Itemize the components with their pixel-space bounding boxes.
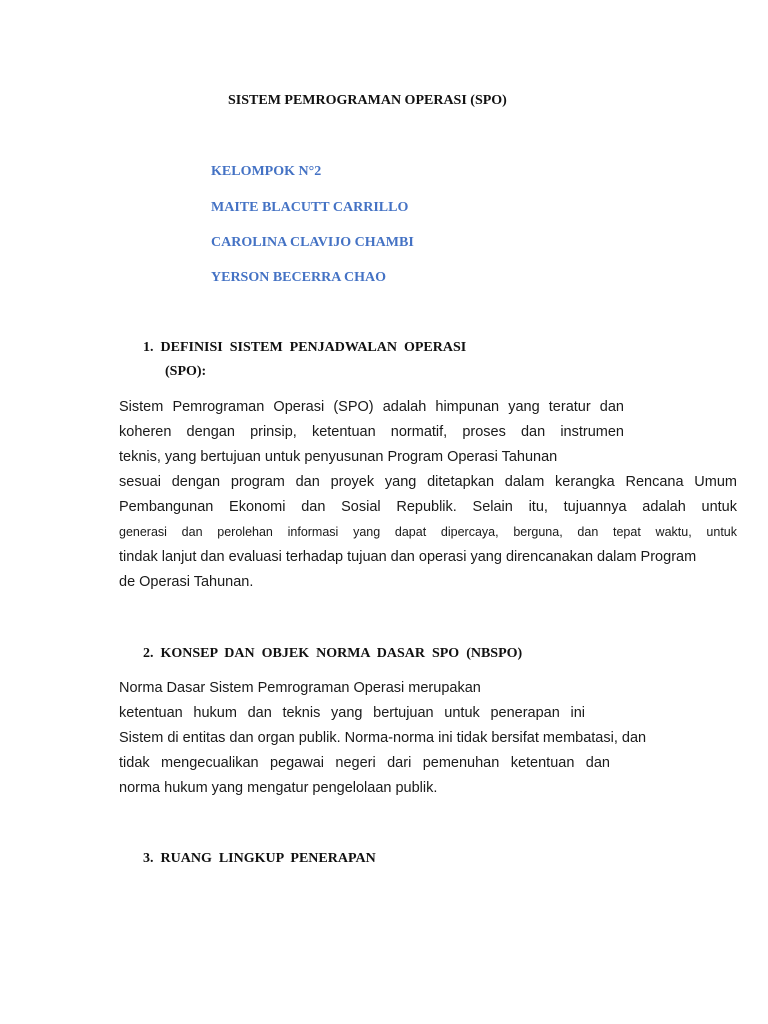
paragraph-line: tindak lanjut dan evaluasi terhadap tujuan dan operasi yang direncanakan dalam Program	[119, 549, 697, 565]
paragraph-line: norma hukum yang mengatur pengelolaan publik.	[119, 780, 438, 796]
paragraph-line: generasi dan perolehan informasi yang dapat dipercaya, berguna, dan tepat waktu, untuk	[119, 525, 737, 539]
paragraph-line: Sistem Pemrograman Operasi (SPO) adalah himpunan yang teratur dan	[119, 399, 624, 415]
member-name: MAITE BLACUTT CARRILLO	[211, 200, 409, 215]
section-heading: 2. KONSEP DAN OBJEK NORMA DASAR SPO (NBSPO)	[143, 646, 523, 661]
paragraph-line: koheren dengan prinsip, ketentuan normatif, proses dan instrumen	[119, 424, 624, 440]
paragraph-line: Norma Dasar Sistem Pemrograman Operasi merupakan	[119, 680, 481, 696]
group-label: KELOMPOK N°2	[211, 164, 322, 179]
section-heading: 1. DEFINISI SISTEM PENJADWALAN OPERASI	[143, 340, 467, 355]
paragraph-line: sesuai dengan program dan proyek yang ditetapkan dalam kerangka Rencana Umum	[119, 474, 737, 490]
paragraph-line: de Operasi Tahunan.	[119, 574, 254, 590]
paragraph-line: Pembangunan Ekonomi dan Sosial Republik. Selain itu, tujuannya adalah untuk	[119, 499, 737, 515]
member-name: YERSON BECERRA CHAO	[211, 270, 387, 285]
paragraph-line: Sistem di entitas dan organ publik. Norma-norma ini tidak bersifat membatasi, dan	[119, 730, 647, 746]
section-heading: 3. RUANG LINGKUP PENERAPAN	[143, 851, 376, 866]
document-title: SISTEM PEMROGRAMAN OPERASI (SPO)	[228, 93, 507, 108]
section-heading-continuation: (SPO):	[165, 364, 207, 379]
paragraph-line: ketentuan hukum dan teknis yang bertujuan untuk penerapan ini	[119, 705, 585, 721]
paragraph-line: teknis, yang bertujuan untuk penyusunan Program Operasi Tahunan	[119, 449, 558, 465]
member-name: CAROLINA CLAVIJO CHAMBI	[211, 235, 414, 250]
paragraph-line: tidak mengecualikan pegawai negeri dari pemenuhan ketentuan dan	[119, 755, 610, 771]
